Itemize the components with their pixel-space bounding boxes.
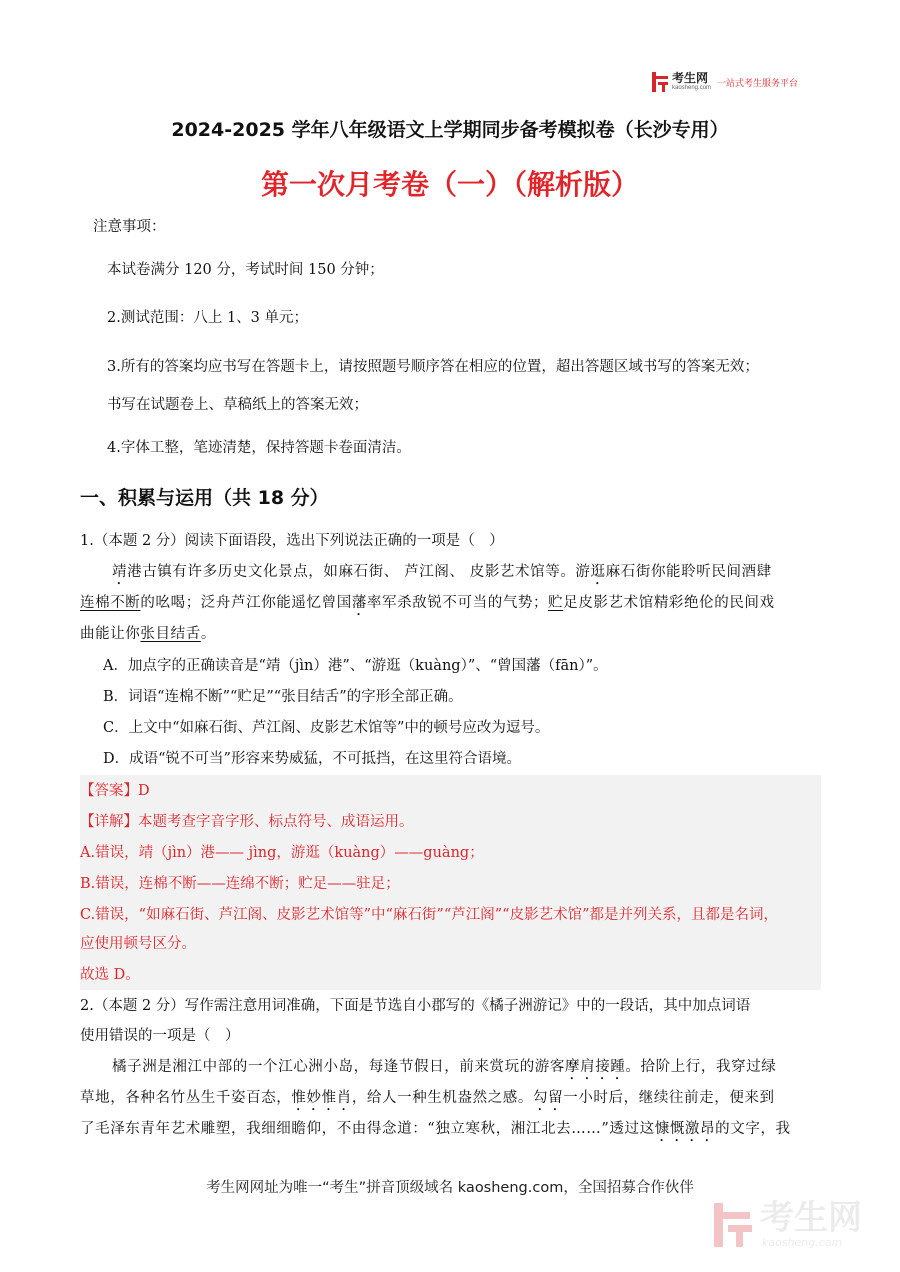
- option-d: D．成语“锐不可当”形容来势威猛，不可抵挡，在这里符合语境。: [103, 751, 521, 767]
- q1-passage-line: 曲能让你张目结舌。: [80, 626, 216, 642]
- answer-label: 【答案】D: [80, 783, 150, 799]
- explanation-c-cont: 应使用顿号区分。: [80, 936, 196, 952]
- site-logo: [652, 70, 798, 94]
- question-2-stem: 2.（本题 2 分）写作需注意用词准确，下面是节选自小郡写的《橘子洲游记》中的一段话，其中加点词语: [80, 998, 751, 1014]
- note-item: 书写在试题卷上、草稿纸上的答案无效；: [107, 397, 368, 413]
- explanation-b: B.错误，连棉不断——连绵不断；贮足——驻足；: [80, 876, 400, 892]
- watermark-name: 考生网: [760, 1198, 862, 1238]
- exam-title: 2024-2025 学年八年级语文上学期同步备考模拟卷（长沙专用）: [171, 119, 729, 141]
- logo-name: 考生网: [672, 70, 709, 85]
- note-item: 3.所有的答案均应书写在答题卡上，请按照题号顺序答在相应的位置，超出答题区域书写的答案无效；: [107, 359, 759, 375]
- logo-domain: kaosheng.com: [672, 84, 712, 91]
- question-1-stem: 1.（本题 2 分）阅读下面语段，选出下列说法正确的一项是（ ）: [80, 533, 504, 549]
- logo-icon: [652, 72, 668, 92]
- conclusion: 故选 D。: [80, 967, 140, 983]
- exam-subtitle: 第一次月考卷（一）（解析版）: [260, 168, 639, 201]
- logo-slogan: 一站式考生服务平台: [717, 77, 799, 88]
- watermark-domain: kaosheng.com: [762, 1236, 843, 1249]
- explanation-a: A.错误，靖（jìn）港—— jìng，游逛（kuàng）——guàng；: [80, 845, 484, 861]
- option-a: A．加点字的正确读音是“靖（jìn）港”、“游逛（kuàng）”、“曾国藩（fān）”。: [103, 658, 608, 674]
- option-b: B．词语“连棉不断”“贮足”“张目结舌”的字形全部正确。: [103, 689, 463, 705]
- note-item: 2.测试范围：八上 1、3 单元；: [107, 310, 309, 326]
- notes-heading: 注意事项：: [93, 219, 166, 235]
- q1-passage-line: 连棉不断的吆喝；泛舟芦江你能遥忆曾国藩率军杀敌锐不可当的气势；贮足皮影艺术馆精彩绝伦的民间戏: [80, 595, 775, 611]
- detail-label: 【详解】本题考查字音字形、标点符号、成语运用。: [80, 814, 414, 830]
- explanation-c: C.错误，“如麻石街、芦江阁、皮影艺术馆等”中“麻石街”“芦江阁”“皮影艺术馆”都是并列关系，且都是名词，: [80, 907, 778, 923]
- section-heading: 一、积累与运用（共 18 分）: [80, 487, 329, 509]
- watermark: [714, 1200, 862, 1249]
- footer-text: 考生网网址为唯一“考生”拼音顶级域名 kaosheng.com，全国招募合作伙伴: [206, 1180, 694, 1196]
- q2-passage-line: 草地，各种名竹丛生千姿百态，惟妙惟肖，给人一种生机盎然之感。勾留一小时后，继续往前走，便来到: [80, 1090, 775, 1106]
- q2-passage-line: 了毛泽东青年艺术雕塑，我细细瞻仰，不由得念道：“独立寒秋，湘江北去……”透过这慷慨激昂的文字，我: [80, 1121, 791, 1137]
- q2-passage-line: 橘子洲是湘江中部的一个江心洲小岛，每逢节假日，前来赏玩的游客摩肩接踵。拾阶上行，我穿过绿: [112, 1059, 777, 1075]
- note-item: 4.字体工整，笔迹清楚，保持答题卡卷面清洁。: [107, 440, 411, 456]
- q1-passage-line: 靖港古镇有许多历史文化景点，如麻石街、 芦江阁、 皮影艺术馆等。游逛麻石街你能聆听民间酒肆: [112, 564, 772, 580]
- question-2-stem-cont: 使用错误的一项是（ ）: [80, 1028, 240, 1044]
- watermark-logo-icon: [714, 1203, 754, 1247]
- note-item: 本试卷满分 120 分，考试时间 150 分钟；: [107, 262, 384, 278]
- option-c: C．上文中“如麻石街、芦江阁、皮影艺术馆等”中的顿号应改为逗号。: [103, 720, 550, 736]
